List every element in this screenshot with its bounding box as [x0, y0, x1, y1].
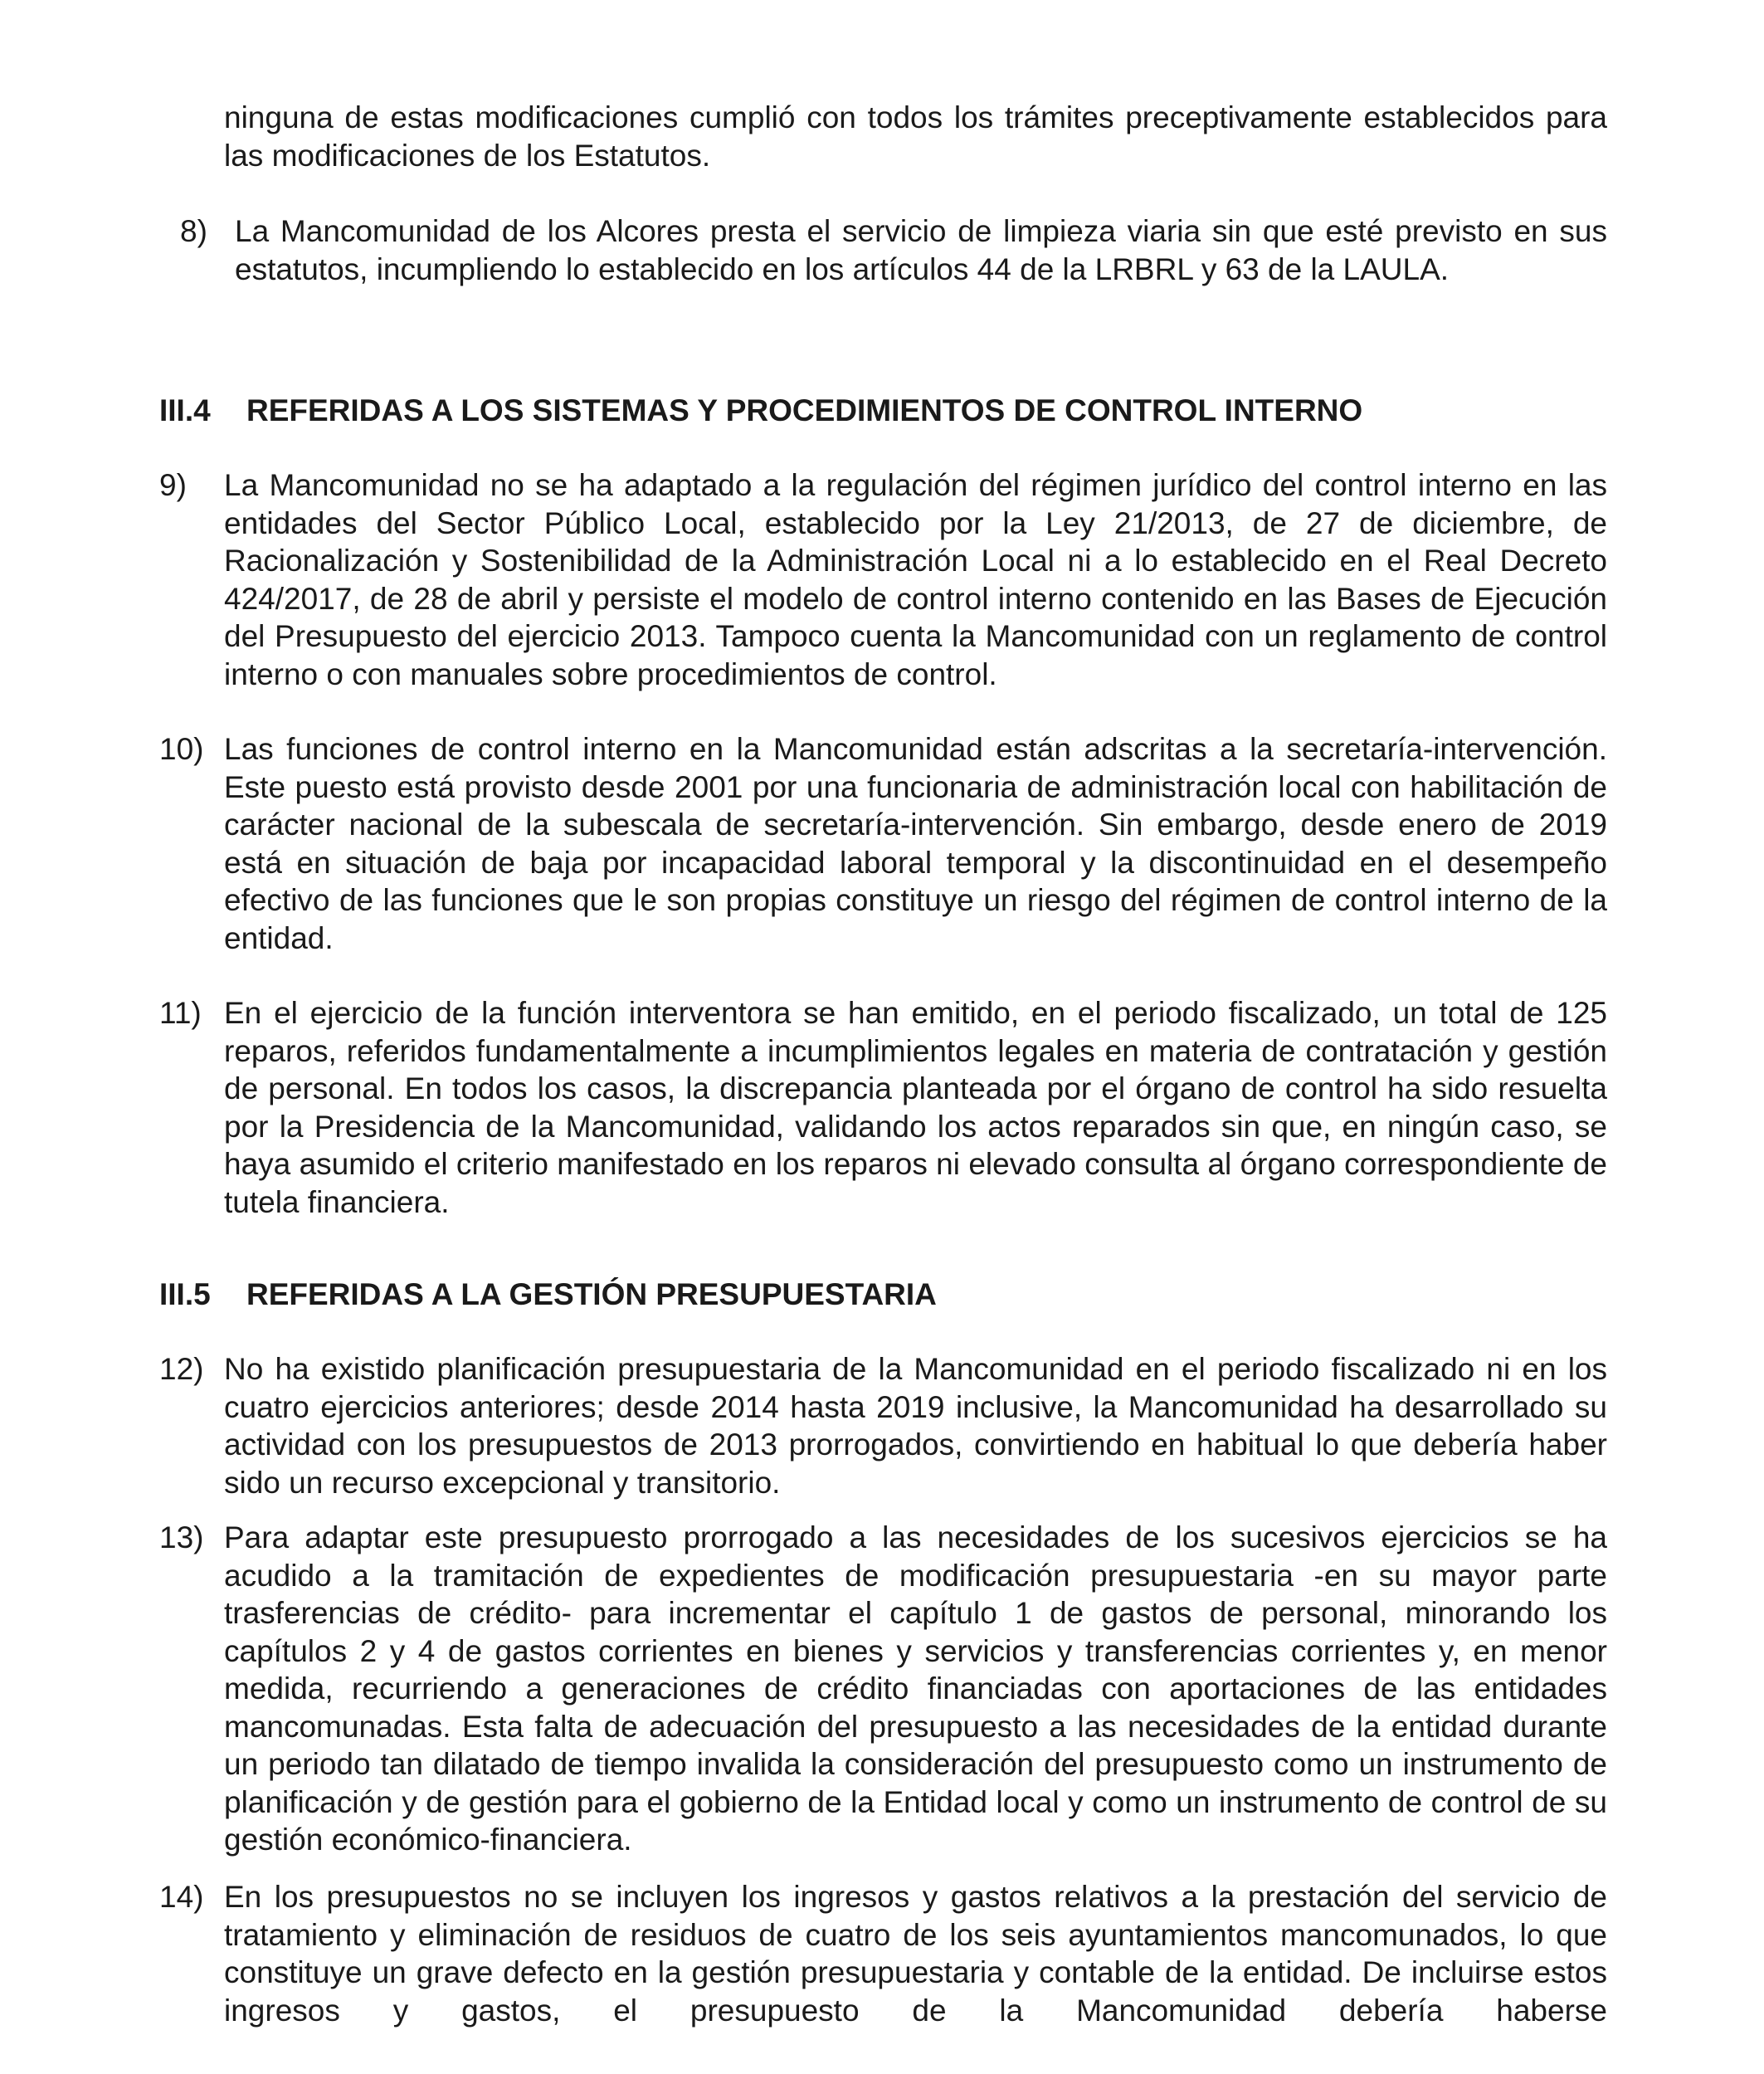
section-heading-title: REFERIDAS A LOS SISTEMAS Y PROCEDIMIENTOS DE CONTROL INTERNO	[246, 393, 1363, 427]
item-text: La Mancomunidad no se ha adaptado a la regulación del régimen jurídico del control interno en las entidades del Sector Público Local, establecido por la Ley 21/2013, de 27 de diciembre, de Racionalización y Sostenibilidad de la Administración Local ni a lo establecido en el Real Decreto 424/2017, de 28 de abril y persiste el modelo de control interno contenido en las Bases de Ejecución del Presupuesto del ejercicio 2013. Tampoco cuenta la Mancomunidad con un reglamento de control interno o con manuales sobre procedimientos de control.	[224, 468, 1607, 691]
section-heading	[159, 392, 1362, 430]
item-text: No ha existido planificación presupuestaria de la Mancomunidad en el periodo fiscalizado ni en los cuatro ejercicios anteriores; desde 2014 hasta 2019 inclusive, la Mancomunidad ha desarrollado su actividad con los presupuestos de 2013 prorrogados, convirtiendo en habitual lo que debería haber sido un recurso excepcional y transitorio.	[224, 1352, 1607, 1500]
section-heading-number: III.5	[159, 1277, 211, 1311]
item-text: Las funciones de control interno en la Mancomunidad están adscritas a la secretaría-intervención. Este puesto está provisto desde 2001 por una funcionaria de administración local con habilitación de carácter nacional de la subescala de secretaría-intervención. Sin embargo, desde enero de 2019 está en situación de baja por incapacidad laboral temporal y la discontinuidad en el desempeño efectivo de las funciones que le son propias constituye un riesgo del régimen de control interno de la entidad.	[224, 732, 1607, 955]
item-text: En el ejercicio de la función interventora se han emitido, en el periodo fiscalizado, un total de 125 reparos, referidos fundamentalmente a incumplimientos legales en materia de contratación y gestión de personal. En todos los casos, la discrepancia planteada por el órgano de control ha sido resuelta por la Presidencia de la Mancomunidad, validando los actos reparados sin que, en ningún caso, se haya asumido el criterio manifestado en los reparos ni elevado consulta al órgano correspondiente de tutela financiera.	[224, 996, 1607, 1219]
item-text: Para adaptar este presupuesto prorrogado a las necesidades de los sucesivos ejercicios se ha acudido a la tramitación de expedientes de modificación presupuestaria -en su mayor parte trasferencias de crédito- para incrementar el capítulo 1 de gastos de personal, minorando los capítulos 2 y 4 de gastos corrientes en bienes y servicios y transferencias corrientes y, en menor medida, recurriendo a generaciones de crédito financiadas con aportaciones de las entidades mancomunadas. Esta falta de adecuación del presupuesto a las necesidades de la entidad durante un periodo tan dilatado de tiempo invalida la consideración del presupuesto como un instrumento de planificación y de gestión para el gobierno de la Entidad local y como un instrumento de control de su gestión económico-financiera.	[224, 1520, 1607, 1857]
section-heading-number: III.4	[159, 393, 211, 427]
continuation-paragraph: ninguna de estas modificaciones cumplió con todos los trámites preceptivamente establecidos para las modificaciones de los Estatutos.	[224, 100, 1607, 173]
item-number: 10)	[159, 732, 204, 766]
section-heading	[159, 1276, 937, 1314]
item-text: En los presupuestos no se incluyen los ingresos y gastos relativos a la prestación del servicio de tratamiento y eliminación de residuos de cuatro de los seis ayuntamientos mancomunados, lo que constituye un grave defecto en la gestión presupuestaria y contable de la entidad. De incluirse estos ingresos y gastos, el presupuesto de la Mancomunidad debería haberse	[224, 1880, 1607, 2028]
section-heading-title: REFERIDAS A LA GESTIÓN PRESUPUESTARIA	[246, 1277, 937, 1311]
item-number: 12)	[159, 1352, 204, 1386]
item-text: La Mancomunidad de los Alcores presta el servicio de limpieza viaria sin que esté previsto en sus estatutos, incumpliendo lo establecido en los artículos 44 de la LRBRL y 63 de la LAULA.	[235, 214, 1607, 286]
item-number: 13)	[159, 1520, 204, 1554]
item-number: 11)	[159, 996, 202, 1030]
item-number: 14)	[159, 1880, 204, 1914]
item-number: 8)	[180, 214, 207, 248]
item-number: 9)	[159, 468, 187, 502]
